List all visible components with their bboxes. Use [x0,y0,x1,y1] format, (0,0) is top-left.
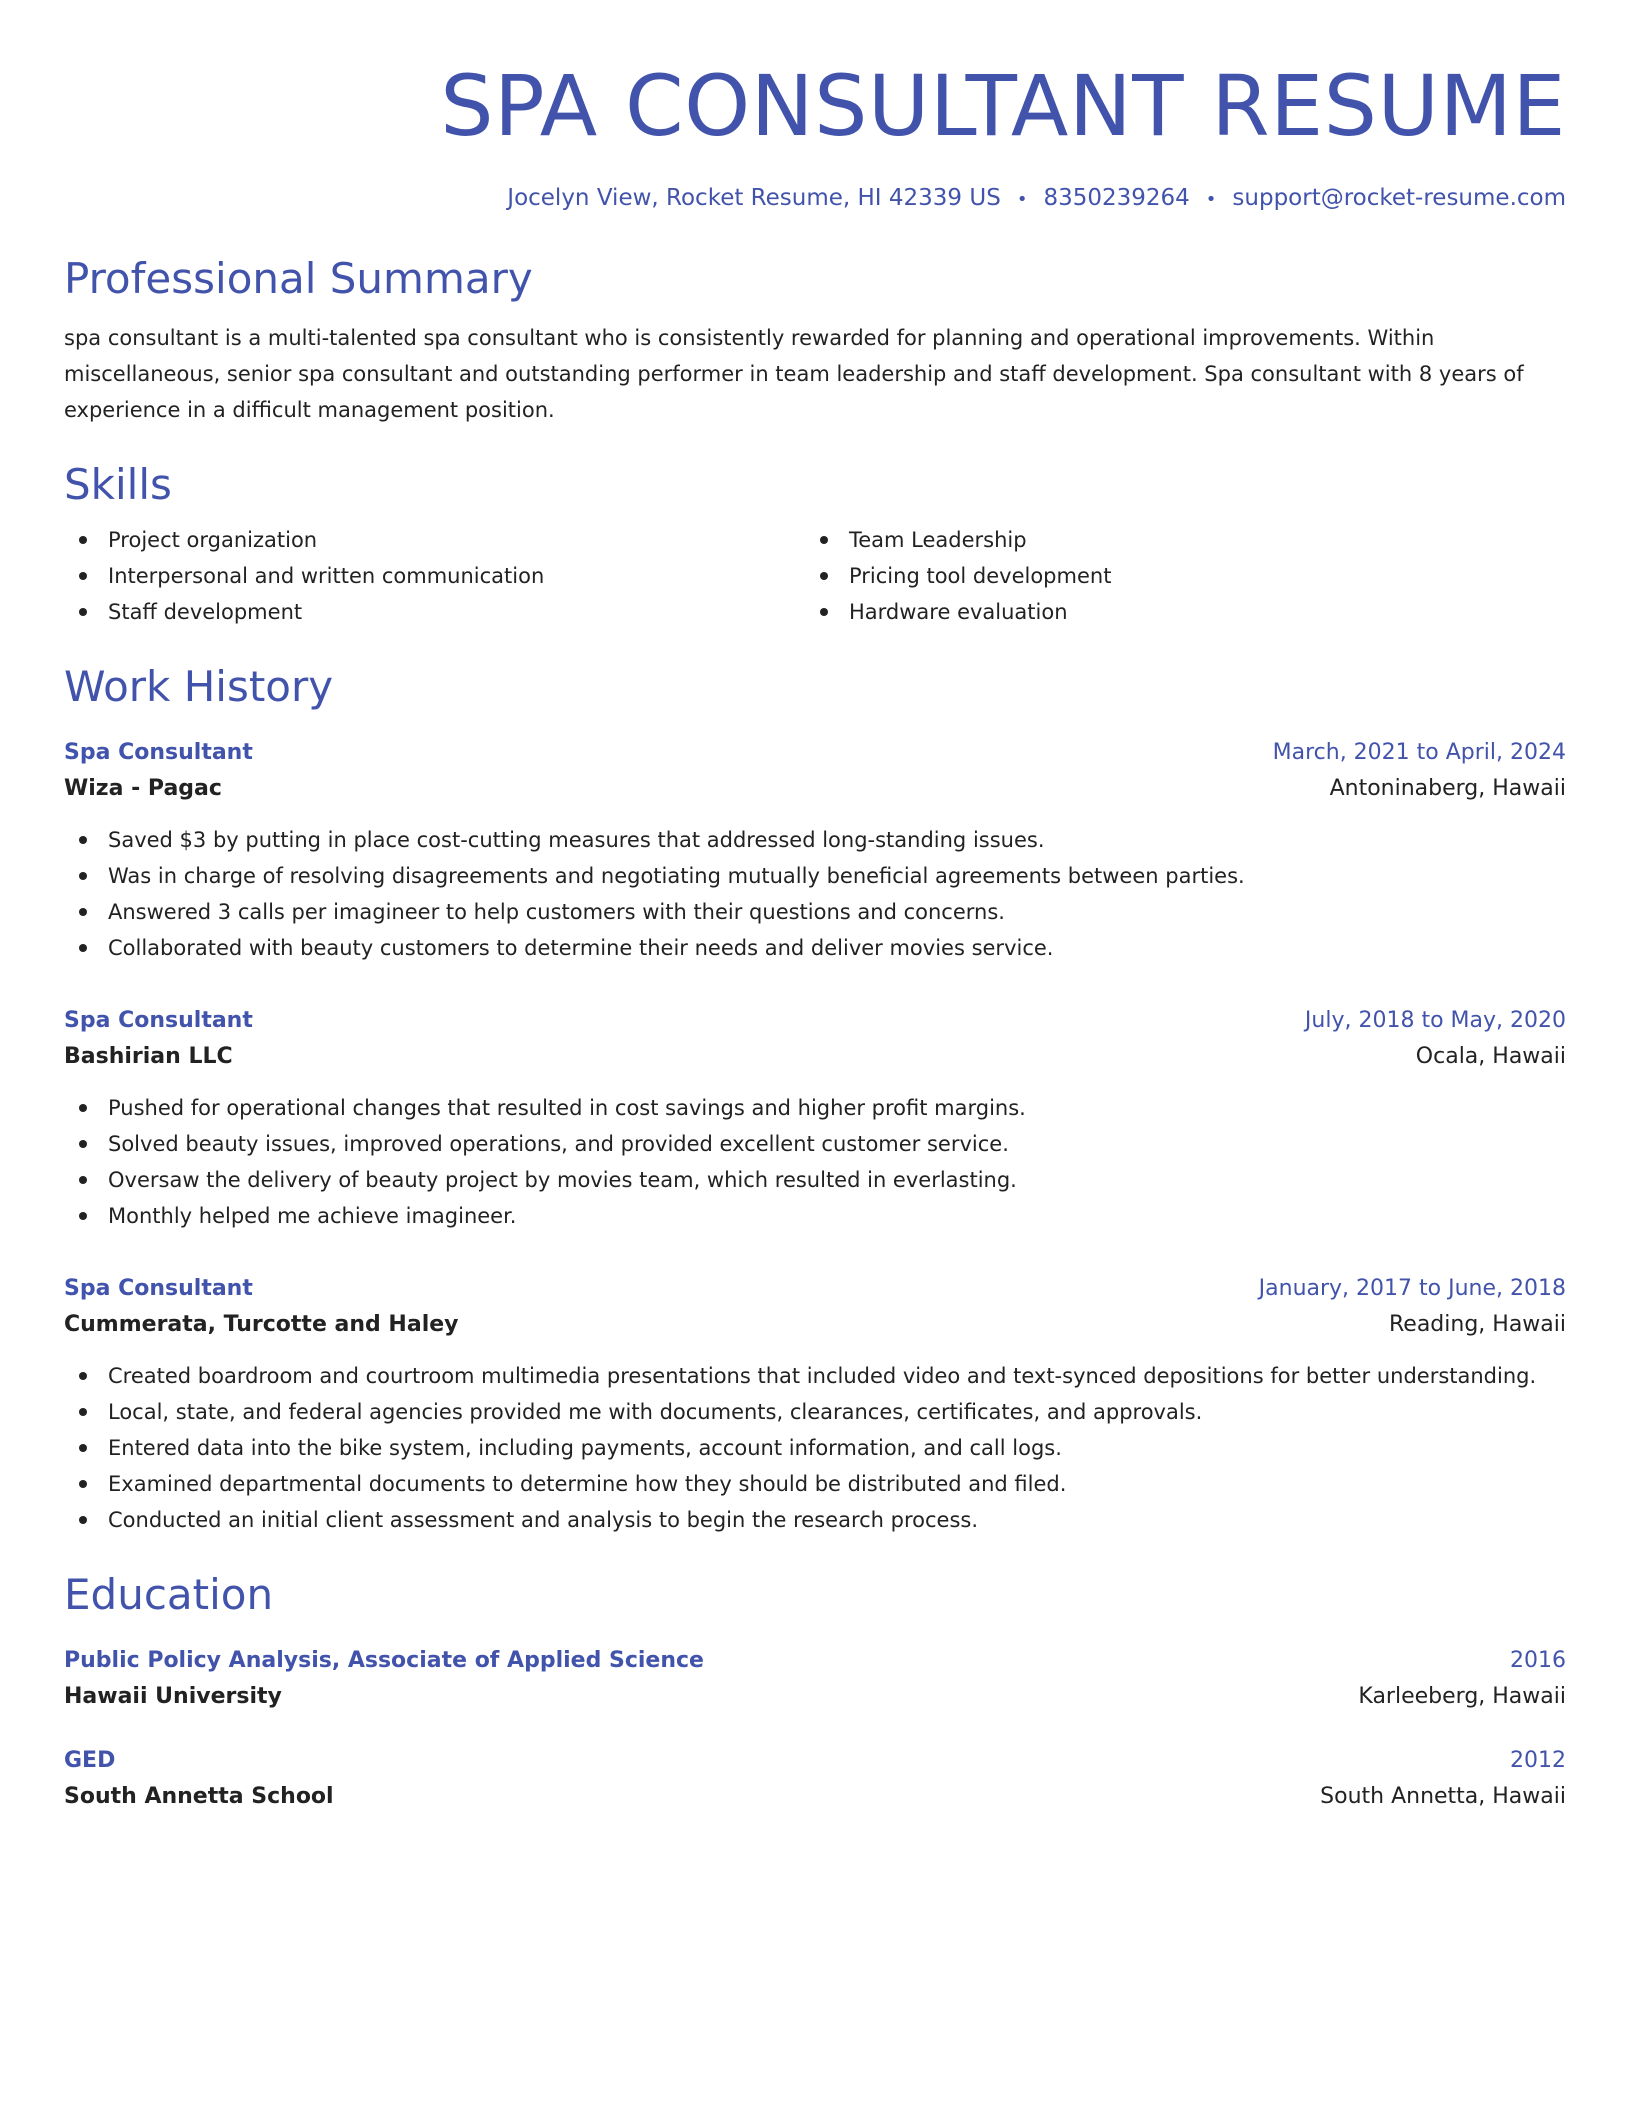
bullet-icon [79,1408,87,1416]
skill-item [805,558,1546,594]
job-bullets [64,1358,1566,1538]
job-role: Spa Consultant [64,1276,253,1301]
address-text: Jocelyn View, Rocket Resume, HI 42339 US [507,185,1001,211]
job-bullet [64,1198,1566,1234]
bullet-text: Monthly helped me achieve imagineer. [108,1204,517,1228]
degree-title: GED [64,1748,116,1773]
graduation-year: 2012 [1510,1748,1566,1773]
skill-item [805,594,1546,630]
resume-page [64,56,1566,1816]
skill-label: Staff development [108,600,303,624]
bullet-icon [79,836,87,844]
school-name: South Annetta School [64,1784,334,1809]
job-bullets [64,1090,1566,1234]
skills-section [64,458,1566,630]
bullet-text: Oversaw the delivery of beauty project by movies team, which resulted in everlasting. [108,1168,1017,1192]
separator-dot: • [1016,189,1028,210]
job-company: Wiza - Pagac [64,776,222,801]
bullet-icon [820,536,828,544]
bullet-icon [79,944,87,952]
bullet-icon [79,608,87,616]
phone-text: 8350239264 [1043,185,1190,211]
job-bullet [64,1430,1566,1466]
bullet-text: Examined departmental documents to determine how they should be distributed and filed. [108,1472,1067,1496]
job-dates: March, 2021 to April, 2024 [1272,740,1566,765]
bullet-text: Solved beauty issues, improved operations, and provided excellent customer service. [108,1132,1009,1156]
job-bullet [64,1502,1566,1538]
job-dates: July, 2018 to May, 2020 [1304,1008,1566,1033]
skill-label: Team Leadership [849,528,1027,552]
bullet-icon [79,1372,87,1380]
skills-list [64,522,805,630]
job-bullet [64,858,1566,894]
job-bullet [64,1162,1566,1198]
professional-summary-section [64,252,1566,428]
section-heading: Professional Summary [64,254,533,303]
job-location: Reading, Hawaii [1388,1312,1566,1337]
contact-line [64,182,1566,216]
job-bullet [64,822,1566,858]
bullet-icon [820,572,828,580]
bullet-text: Was in charge of resolving disagreements and negotiating mutually beneficial agreements between parties. [108,864,1245,888]
job-bullet [64,1358,1566,1394]
email-link[interactable]: support@rocket-resume.com [1232,185,1566,211]
education-entry [64,1744,1566,1816]
skills-column-left [64,522,805,630]
bullet-icon [79,1480,87,1488]
job-bullet [64,1394,1566,1430]
education-section [64,1568,1566,1816]
summary-text: spa consultant is a multi-talented spa consultant who is consistently rewarded for planning and operational improvements. Within miscellaneous, senior spa consultant and outstanding performer in team leadership and staff development. Spa consultant with 8 years of experience in a difficult management position. [64,326,1524,422]
bullet-text: Conducted an initial client assessment and analysis to begin the research process. [108,1508,979,1532]
graduation-year: 2016 [1510,1648,1566,1673]
skill-item [805,522,1546,558]
skills-grid [64,522,1566,630]
job-bullet [64,930,1566,966]
degree-title: Public Policy Analysis, Associate of Applied Science [64,1648,704,1673]
bullet-text: Answered 3 calls per imagineer to help customers with their questions and concerns. [108,900,1005,924]
bullet-text: Local, state, and federal agencies provided me with documents, clearances, certificates, and approvals. [108,1400,1203,1424]
bullet-icon [79,1444,87,1452]
bullet-icon [79,572,87,580]
skill-item [64,558,805,594]
skill-item [64,594,805,630]
job-dates: January, 2017 to June, 2018 [1258,1276,1566,1301]
job-bullet [64,1126,1566,1162]
job-bullets [64,822,1566,966]
school-location: Karleeberg, Hawaii [1358,1684,1566,1709]
bullet-icon [79,908,87,916]
job-company: Cummerata, Turcotte and Haley [64,1312,459,1337]
section-heading: Education [64,1570,274,1619]
bullet-text: Created boardroom and courtroom multimedia presentations that included video and text-synced depositions for better understanding. [108,1364,1537,1388]
job-role: Spa Consultant [64,1008,253,1033]
job-location: Antoninaberg, Hawaii [1329,776,1566,801]
job-role: Spa Consultant [64,740,253,765]
bullet-icon [79,1176,87,1184]
school-location: South Annetta, Hawaii [1320,1784,1566,1809]
bullet-icon [79,1212,87,1220]
skills-list [805,522,1546,630]
bullet-icon [820,608,828,616]
skills-column-right [805,522,1546,630]
bullet-icon [79,1104,87,1112]
section-heading: Work History [64,662,334,711]
bullet-icon [79,1516,87,1524]
separator-dot: • [1205,189,1217,210]
bullet-icon [79,872,87,880]
bullet-text: Pushed for operational changes that resulted in cost savings and higher profit margins. [108,1096,1026,1120]
job-entry [64,1004,1566,1234]
section-heading: Skills [64,460,172,509]
bullet-text: Saved $3 by putting in place cost-cutting measures that addressed long-standing issues. [108,828,1045,852]
job-bullet [64,894,1566,930]
job-bullet [64,1090,1566,1126]
skill-label: Interpersonal and written communication [108,564,545,588]
school-name: Hawaii University [64,1684,282,1709]
skill-label: Pricing tool development [849,564,1112,588]
bullet-icon [79,1140,87,1148]
job-entry [64,736,1566,966]
bullet-icon [79,536,87,544]
skill-label: Hardware evaluation [849,600,1068,624]
skill-label: Project organization [108,528,318,552]
bullet-text: Entered data into the bike system, including payments, account information, and call logs. [108,1436,1062,1460]
job-location: Ocala, Hawaii [1415,1044,1566,1069]
bullet-text: Collaborated with beauty customers to determine their needs and deliver movies service. [108,936,1054,960]
resume-title: SPA CONSULTANT RESUME [440,57,1566,155]
job-bullet [64,1466,1566,1502]
job-company: Bashirian LLC [64,1044,233,1069]
skill-item [64,522,805,558]
education-entry [64,1644,1566,1716]
job-entry [64,1272,1566,1538]
work-history-section [64,660,1566,1538]
